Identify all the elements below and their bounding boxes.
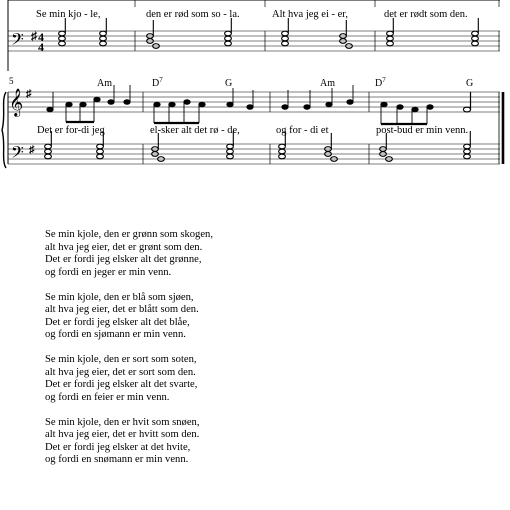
chord-symbol: $D^7$ [152,76,163,89]
system-1 [8,0,500,71]
verse-4 [45,417,345,467]
lyric-s1-m4: det er rødt som den. [384,9,468,20]
verse-line: Se min kjole, den er grønn som skogen, [45,229,214,240]
verses [45,229,345,479]
time-sig-bottom: 4 [38,40,44,54]
bass-staff-1 [8,31,500,51]
sheet-music [0,0,510,200]
verse-line: Det er fordi jeg elsker alt det grønne, [45,254,202,265]
lyric-s2-m5: Det er for-di jeg [37,125,105,136]
verse-line: og fordi en snømann er min venn. [45,454,189,465]
verse-line: alt hva jeg eier, det er grønt som den. [45,241,203,253]
lyric-s2-m6: el-sker alt det rø - de, [150,125,240,136]
lyric-s1-m3: Alt hva jeg ei - er, [272,9,348,20]
verse-line: Se min kjole, den er hvit som snøen, [45,416,200,428]
bass-chords-1 [59,18,479,48]
measure-number: 5 [9,76,14,86]
chord-symbol: Am [320,78,335,89]
verse-line: alt hva jeg eier, det er sort som den. [45,366,196,378]
verse-line: Det er fordi jeg elsker alt det svarte, [45,379,198,390]
key-sharp-icon: ♯ [31,29,37,43]
lyric-s1-m2: den er rød som so - la. [146,9,240,20]
key-sharp-icon: ♯ [26,88,32,100]
lyric-s2-m7: og for - di et [276,125,329,136]
bass-clef-icon: 𝄢 [11,29,24,53]
key-sharp-icon: ♯ [29,144,35,156]
system-brace [2,92,6,168]
verse-line: alt hva jeg eier, det er blått som den. [45,304,199,315]
verse-line: og fordi en feier er min venn. [45,391,170,403]
chord-symbol: $D^7$ [375,76,386,89]
verse-1 [45,229,345,279]
verse-line: alt hva jeg eier, det er hvitt som den. [45,429,200,440]
verse-line: Se min kjole, den er sort som soten, [45,354,197,365]
chord-symbol: G [225,78,233,89]
lyric-s2-m8: post-bud er min venn. [376,125,469,136]
melody-notes [47,85,433,124]
chord-symbol: Am [97,78,112,89]
verse-line: Se min kjole, den er blå som sjøen, [45,291,194,303]
verse-3 [45,354,345,404]
chord-symbol: G [466,78,474,89]
lyric-s1-m1: Se min kjo - le, [36,9,101,20]
verse-line: og fordi en sjømann er min venn. [45,329,186,340]
bass-clef-icon: 𝄢 [11,142,24,166]
chord-symbols [97,76,473,89]
treble-clef-icon: 𝄞 [9,88,24,116]
bass-staff-2 [8,144,500,164]
verse-2 [45,292,345,342]
verse-line: Det er fordi jeg elsker at det hvite, [45,441,191,453]
verse-line: og fordi en jeger er min venn. [45,266,172,278]
time-sig-top: 4 [38,30,44,44]
verse-line: Det er fordi jeg elsker alt det blåe, [45,316,190,328]
system-2 [2,76,503,168]
